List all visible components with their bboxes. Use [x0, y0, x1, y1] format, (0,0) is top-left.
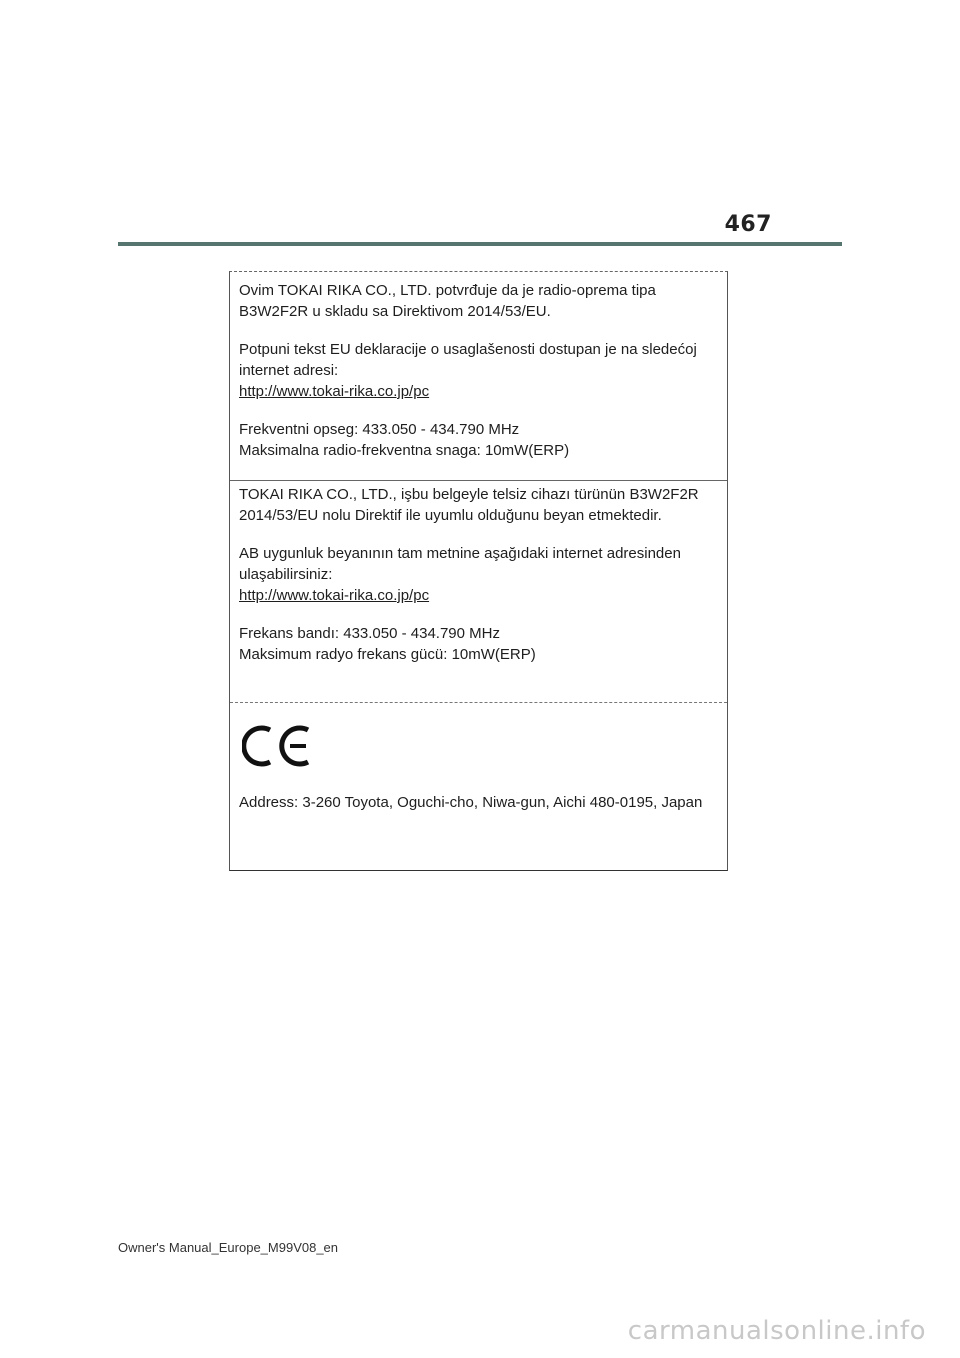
ce-mark-icon: [242, 722, 312, 770]
serbian-line-3: Potpuni tekst EU deklaracije o usaglašenosti dostupan je na sledećoj: [239, 341, 697, 358]
serbian-url-link[interactable]: http://www.tokai-rika.co.jp/pc: [239, 383, 430, 400]
serbian-line-1: Ovim TOKAI RIKA CO., LTD. potvrđuje da je radio-oprema tipa: [239, 282, 656, 299]
turkish-line-2: 2014/53/EU nolu Direktif ile uyumlu olduğunu beyan etmektedir.: [239, 507, 662, 524]
turkish-declaration: [239, 484, 721, 665]
declaration-box: [229, 271, 728, 871]
section-divider-dashed: [230, 702, 727, 703]
manufacturer-address: Address: 3-260 Toyota, Oguchi-cho, Niwa-gun, Aichi 480-0195, Japan: [239, 794, 703, 811]
serbian-line-2: B3W2F2R u skladu sa Direktivom 2014/53/EU.: [239, 303, 551, 320]
turkish-line-4: ulaşabilirsiniz:: [239, 566, 333, 583]
turkish-frequency: Frekans bandı: 433.050 - 434.790 MHz: [239, 625, 500, 642]
page-number: 467: [724, 212, 772, 237]
footer-manual-id: Owner's Manual_Europe_M99V08_en: [118, 1240, 339, 1255]
watermark: carmanualsonline.info: [627, 1316, 926, 1346]
turkish-line-3: AB uygunluk beyanının tam metnine aşağıdaki internet adresinden: [239, 545, 681, 562]
serbian-declaration: [239, 280, 721, 461]
header-rule: [118, 242, 842, 246]
serbian-power: Maksimalna radio-frekventna snaga: 10mW(ERP): [239, 442, 570, 459]
serbian-frequency: Frekventni opseg: 433.050 - 434.790 MHz: [239, 421, 520, 438]
turkish-line-1: TOKAI RIKA CO., LTD., işbu belgeyle telsiz cihazı türünün B3W2F2R: [239, 486, 699, 503]
turkish-url-link[interactable]: http://www.tokai-rika.co.jp/pc: [239, 587, 430, 604]
serbian-line-4: internet adresi:: [239, 362, 339, 379]
turkish-power: Maksimum radyo frekans gücü: 10mW(ERP): [239, 646, 536, 663]
section-divider: [230, 480, 727, 481]
